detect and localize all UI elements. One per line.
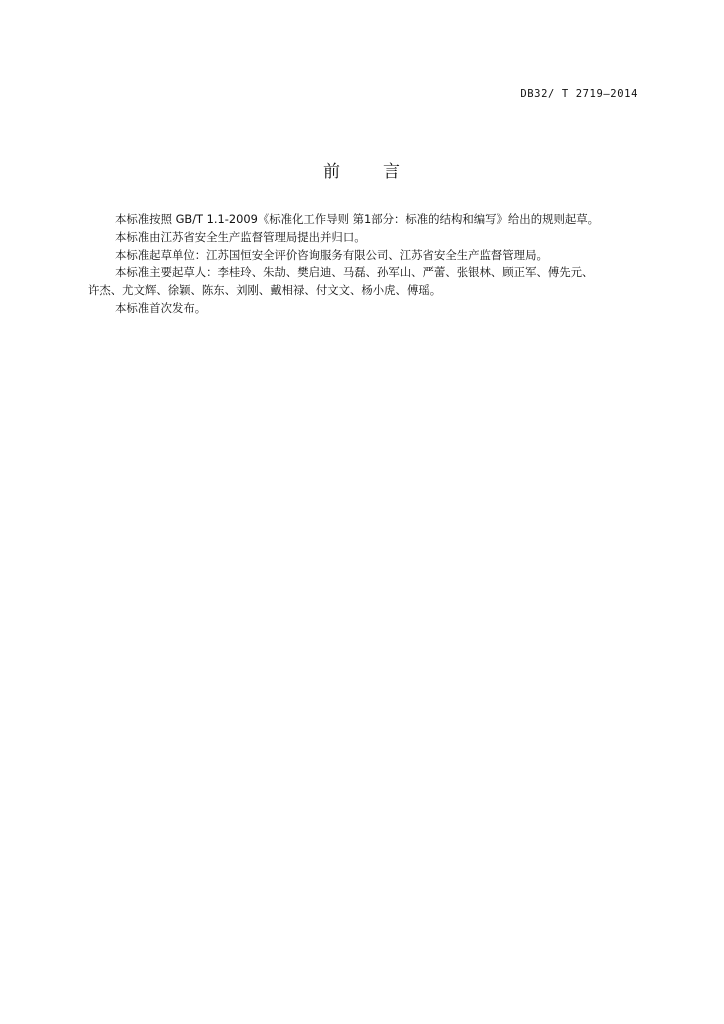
- paragraph-proposer: 本标准由江苏省安全生产监督管理局提出并归口。: [115, 229, 366, 244]
- page-title: [0, 157, 724, 182]
- foreword-body: [88, 211, 652, 318]
- paragraph-first-release: 本标准首次发布。: [115, 300, 207, 315]
- title-char-1: 前: [323, 162, 341, 182]
- paragraph-drafting-rules: 本标准按照 GB/T 1.1-2009《标准化工作导则 第1部分：标准的结构和编写》给出的规则起草。: [115, 212, 600, 226]
- document-standard-number: DB32/ T 2719—2014: [520, 88, 638, 100]
- paragraph-main-drafters: 本标准主要起草人：李桂玲、朱劼、樊启迪、马磊、孙军山、严蕾、张银林、顾正军、傅先元、: [115, 265, 594, 280]
- paragraph-drafting-units: 本标准起草单位：江苏国恒安全评价咨询服务有限公司、江苏省安全生产监督管理局。: [115, 247, 548, 262]
- paragraph-main-drafters-continued: 许杰、尤文辉、徐颖、陈东、刘刚、戴相禄、付文文、杨小虎、傅瑶。: [88, 283, 442, 298]
- title-char-2: 言: [383, 162, 401, 182]
